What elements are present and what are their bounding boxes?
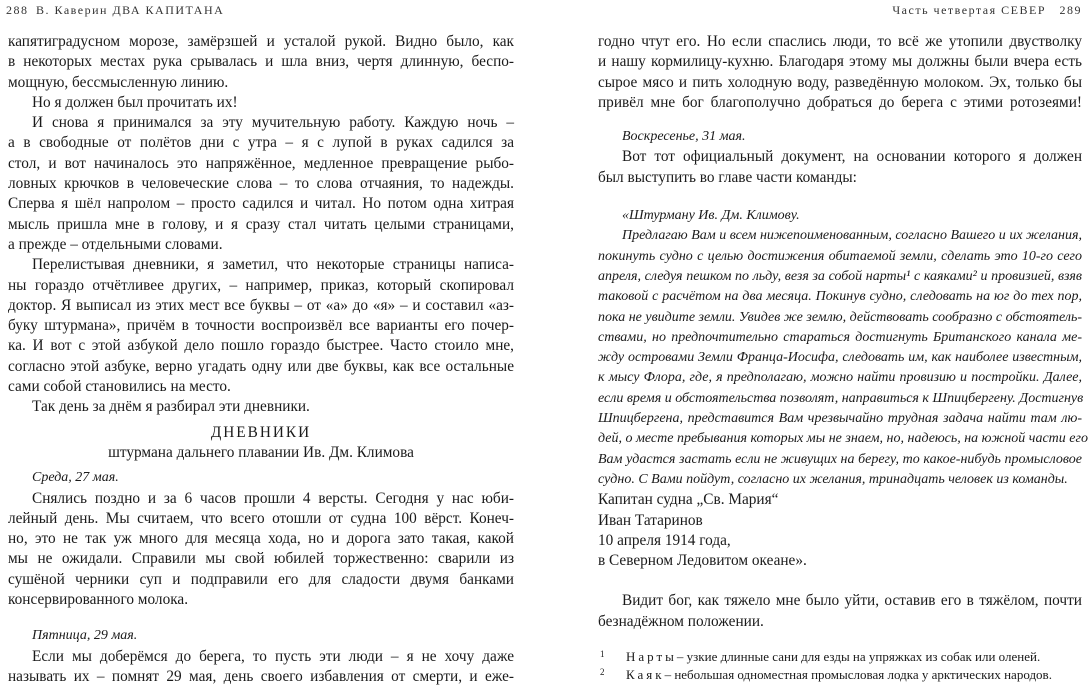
text-line: согласно этой азбуке, верно угадать одну или две буквы, как все остальные <box>8 357 514 375</box>
text-line: «Штурману Ив. Дм. Климову. <box>622 208 800 224</box>
text-line: судно. С Вами пойдут, согласно их желания, тринадцать человек из команды. <box>598 471 1068 487</box>
paragraph <box>8 32 514 93</box>
text-line: Если мы доберёмся до берега, то пусть эти люди – я не хочу даже <box>32 647 514 665</box>
footnote <box>598 666 1082 684</box>
text-line: и нашу кормилицу-кухню. Благодаря этому мы должны были вчера есть <box>598 53 1082 71</box>
text-line: покинуть судно с целью достижения обитаемой земли, сделать это 10-го сего <box>598 248 1082 264</box>
quoted-order <box>598 226 1088 490</box>
paragraph <box>8 489 514 611</box>
text-line: стол, и вот начиналось это напряжённое, медленное превращение рыбо- <box>8 154 514 172</box>
page-number: 289 <box>1059 3 1082 17</box>
text-line: Иван Татаринов <box>598 511 703 529</box>
text-line: в некоторых местах рука срывалась и шла вниз, чертя длинную, беспо- <box>8 53 514 71</box>
text-line: Вот тот официальный документ, на основании которого я должен <box>622 148 1082 166</box>
text-line: 10 апреля 1914 года, <box>598 531 731 549</box>
text-line: сушёной черники суп и подправили его для сладости двумя банками <box>8 570 514 588</box>
text-line: а в свободные от полётов дни с утра – я с лупой в руках садился за <box>8 134 514 152</box>
paragraph <box>8 255 514 397</box>
text-line: мысль пришла мне в голову, и я сразу стал читать целыми страницами, <box>8 215 514 233</box>
paragraph <box>8 397 514 417</box>
diary-date <box>8 468 514 488</box>
text-line: ловных крючков в человеческие слова – то слова отчаяния, то надежды. <box>8 175 514 193</box>
footnote <box>598 648 1082 666</box>
text-line: Перелистывая дневники, я заметил, что некоторые страницы написа- <box>32 256 514 274</box>
text-line: а прежде – отдельными словами. <box>8 235 223 253</box>
running-head: В. Каверин ДВА КАПИТАНА <box>36 3 225 17</box>
footnote-number: 1 <box>600 649 605 660</box>
text-line: Среда, 27 мая. <box>32 470 119 486</box>
footnote-term: Нарты <box>626 649 677 665</box>
quote-salutation <box>598 206 1082 226</box>
text-line: ка. И вот с этой азбукой дело пошло гораздо быстрее. Часто стоило мне, <box>8 337 514 355</box>
paragraph <box>598 147 1082 188</box>
text-line: Капитан судна „Св. Мария“ <box>598 491 779 509</box>
text-line: буку штурмана», причём в точности воспроизвёл все варианты его почер- <box>8 317 514 335</box>
diary-date <box>8 626 514 646</box>
footnote-term: Каяк <box>626 667 665 683</box>
diary-date <box>598 127 1082 147</box>
paragraph <box>598 32 1082 113</box>
text-line: Но я должен был прочитать их! <box>32 93 238 111</box>
text-line: годно чтут его. Но если спаслись люди, то всё же утопили двустволку <box>598 33 1082 50</box>
paragraph <box>8 93 514 113</box>
footnotes <box>598 648 1082 684</box>
footnote-number: 2 <box>600 667 605 678</box>
text-line: привёл мне бог благополучно добраться до берега с этими ротозеями! <box>598 93 1082 111</box>
text-line: И снова я принимался за эту мучительную работу. Каждую ночь – <box>32 114 514 132</box>
text-line: сырое мясо и пить холодную воду, разведённую молоком. Эх, только бы <box>598 73 1082 91</box>
text-line: в Северном Ледовитом океане». <box>598 552 807 570</box>
text-line: ны гораздо отчётливее других, – например, приказ, который скопировал <box>8 276 514 294</box>
text-line: Так день за днём я разбирал эти дневники. <box>32 398 310 416</box>
signature-block <box>598 490 1082 571</box>
text-line: называть их – помнят 29 мая, день своего избавления от смерти, и еже- <box>8 667 514 685</box>
text-line: если время и обстоятельства позволят, направиться к Шпицбергену. Достигнув <box>598 390 1084 406</box>
footnote-text: – узкие длинные сани для езды на упряжках из собак или оленей. <box>676 649 1041 665</box>
text-column <box>598 32 1088 684</box>
text-line: мы не ожидали. Справили мы свой юбилей торжественно: сварили из <box>8 550 514 568</box>
footnote-text: – небольшая одноместная промысловая лодка у арктических народов. <box>664 667 1052 683</box>
text-line: был выступить во главе части команды: <box>598 168 857 186</box>
text-line: Шпицбергена, представится Вам чрезвычайно трудная задача найти там лю- <box>598 411 1082 427</box>
text-line: капятиградусном морозе, замёрзшей и усталой рукой. Видно было, как <box>8 33 514 50</box>
right-page <box>544 0 1088 684</box>
text-line: дей, о месте пребывания которых мы не знаем, но, надеюсь, на южной части его <box>598 431 1088 447</box>
text-line: Предлагаю Вам и всем нижепоименованным, согласно Вашего и их желания, <box>622 228 1082 244</box>
text-line: Вам удастся застать если не живущих на берегу, то какое-нибудь промысловое <box>598 451 1082 467</box>
text-line: Видит бог, как тяжело мне было уйти, оставив его в тяжёлом, почти <box>622 592 1082 610</box>
left-page <box>0 0 544 684</box>
text-line: Воскресенье, 31 мая. <box>622 129 746 145</box>
text-line: безнадёжном положении. <box>598 612 764 630</box>
text-line: Пятница, 29 мая. <box>32 628 138 644</box>
text-line: доктор. Я выписал из этих мест все буквы – от «а» до «я» – и составил «аз- <box>8 296 514 314</box>
paragraph <box>598 591 1082 632</box>
paragraph <box>8 113 514 255</box>
text-line: таковой с расчётом на два месяца. Покинув судно, следовать на юг до тех пор, <box>598 289 1082 305</box>
heading-title: ДНЕВНИКИ <box>210 423 312 441</box>
section-heading <box>8 423 514 464</box>
text-line: мощную, бессмысленную линию. <box>8 73 229 91</box>
running-head: Часть четвертая СЕВЕР <box>892 3 1046 17</box>
text-line: жду островами Земли Франца-Иосифа, следовать им, как наиболее известным, <box>598 350 1082 366</box>
text-line: пока не увидите земли. Увидев же землю, действовать сообразно с обстоятель- <box>598 309 1083 325</box>
text-line: апреля, следуя пешком по льду, везя за собой нарты¹ с каяками² и провизией, взяв <box>598 268 1082 284</box>
page-number: 288 <box>6 3 29 17</box>
text-line: к мысу Флора, где, я предполагаю, можно найти провизию и постройки. Далее, <box>598 370 1082 386</box>
text-line: Сперва я шёл напролом – просто садился и читал. Но потом одна хитрая <box>8 195 514 213</box>
text-line: консервированного молока. <box>8 591 189 609</box>
paragraph <box>8 647 514 687</box>
text-column <box>8 32 514 687</box>
text-line: Снялись поздно и за 6 часов прошли 4 версты. Сегодня у нас юби- <box>32 489 514 507</box>
text-line: но, это не так уж много для месяца хода, но и дорога зато такая, какой <box>8 530 514 548</box>
text-line: сами собой становились на место. <box>8 378 231 396</box>
text-line: штурмана дальнего плавании Ив. Дм. Климова <box>108 443 414 461</box>
text-line: ствами, но предпочтительно стараться достигнуть Британского канала ме- <box>598 329 1082 345</box>
text-line: лейный день. Мы считаем, что всего отошли от судна 100 вёрст. Конеч- <box>8 509 514 527</box>
